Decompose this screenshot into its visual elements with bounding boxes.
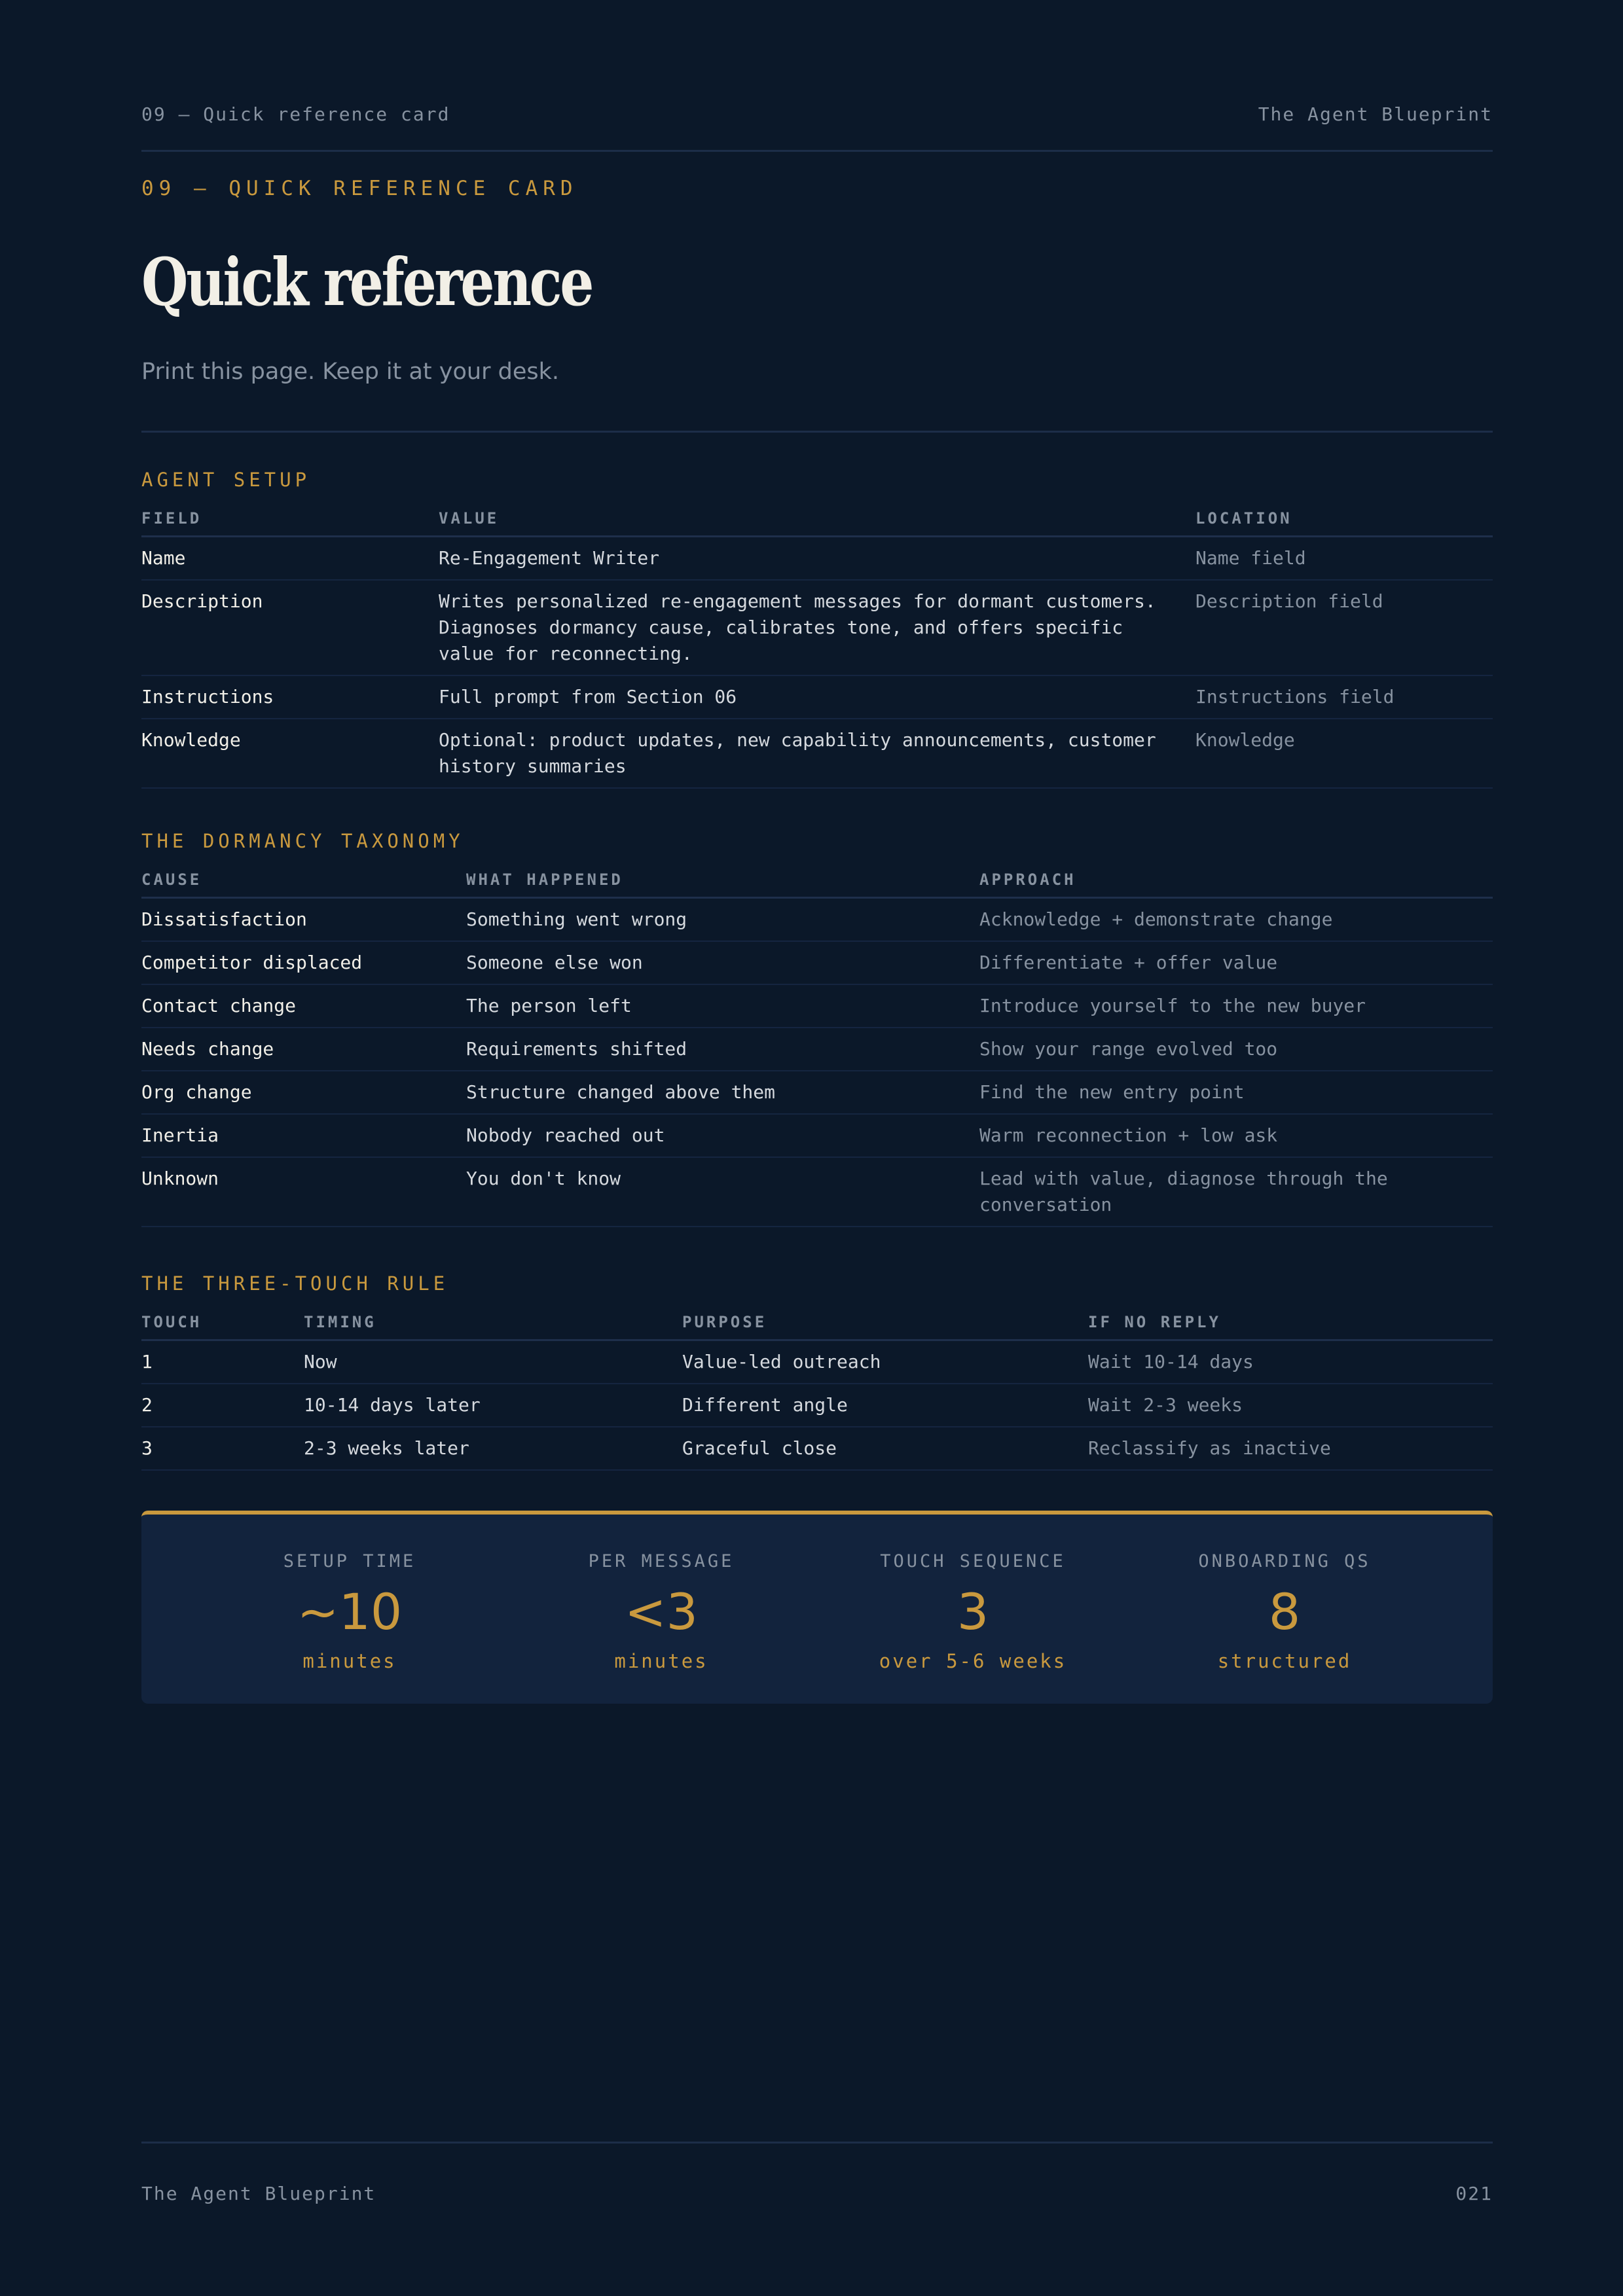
approach-cell: Find the new entry point	[979, 1071, 1493, 1114]
three-touch-table	[141, 1304, 1493, 1471]
what-happened-cell: Something went wrong	[466, 898, 979, 942]
approach-cell: Show your range evolved too	[979, 1028, 1493, 1071]
approach-cell: Differentiate + offer value	[979, 941, 1493, 984]
column-header: FIELD	[141, 500, 439, 537]
table-row	[141, 1114, 1493, 1157]
what-happened-cell: Nobody reached out	[466, 1114, 979, 1157]
stat-unit: over 5-6 weeks	[879, 1650, 1067, 1672]
value-cell: Writes personalized re-engagement messages for dormant customers. Diagnoses dormancy cause, calibrates tone, and offers specific value for reconnecting.	[439, 580, 1195, 675]
column-header: IF NO REPLY	[1088, 1304, 1493, 1340]
column-header: TOUCH	[141, 1304, 304, 1340]
table-row	[141, 898, 1493, 942]
location-cell: Description field	[1195, 580, 1493, 675]
column-header: TIMING	[304, 1304, 682, 1340]
what-happened-cell: Someone else won	[466, 941, 979, 984]
purpose-cell: Different angle	[682, 1384, 1088, 1427]
taxonomy-label: THE DORMANCY TAXONOMY	[141, 830, 464, 852]
touch-cell: 3	[141, 1427, 304, 1470]
what-happened-cell: The person left	[466, 984, 979, 1028]
table-row	[141, 984, 1493, 1028]
page-footer	[141, 2183, 1493, 2204]
stat-onboarding-qs	[1144, 1551, 1425, 1704]
value-cell: Full prompt from Section 06	[439, 675, 1195, 719]
stat-touch-sequence	[832, 1551, 1114, 1704]
timing-cell: 10-14 days later	[304, 1384, 682, 1427]
location-cell: Instructions field	[1195, 675, 1493, 719]
three-touch-label: THE THREE-TOUCH RULE	[141, 1272, 449, 1295]
taxonomy-table	[141, 861, 1493, 1227]
no-reply-cell: Wait 10-14 days	[1088, 1340, 1493, 1384]
stat-value: <3	[624, 1583, 699, 1641]
stat-label: SETUP TIME	[283, 1551, 416, 1571]
agent-setup-table	[141, 500, 1493, 789]
approach-cell: Lead with value, diagnose through the conversation	[979, 1157, 1493, 1227]
table-row	[141, 1340, 1493, 1384]
purpose-cell: Value-led outreach	[682, 1340, 1088, 1384]
column-header: APPROACH	[979, 861, 1493, 898]
field-cell: Description	[141, 580, 439, 675]
column-header: WHAT HAPPENED	[466, 861, 979, 898]
header-divider	[141, 150, 1493, 152]
table-row	[141, 580, 1493, 675]
value-cell: Re-Engagement Writer	[439, 537, 1195, 581]
timing-cell: Now	[304, 1340, 682, 1384]
column-header: LOCATION	[1195, 500, 1493, 537]
table-row	[141, 1028, 1493, 1071]
cause-cell: Dissatisfaction	[141, 898, 466, 942]
stat-label: PER MESSAGE	[588, 1551, 735, 1571]
table-row	[141, 1157, 1493, 1227]
cause-cell: Competitor displaced	[141, 941, 466, 984]
page-number: 021	[1455, 2183, 1493, 2204]
what-happened-cell: Requirements shifted	[466, 1028, 979, 1071]
stat-value: 3	[957, 1583, 989, 1641]
three-touch-section	[141, 1272, 1493, 1471]
stat-label: ONBOARDING QS	[1198, 1551, 1371, 1571]
column-header: PURPOSE	[682, 1304, 1088, 1340]
cause-cell: Needs change	[141, 1028, 466, 1071]
running-head-book: The Agent Blueprint	[1258, 103, 1493, 125]
purpose-cell: Graceful close	[682, 1427, 1088, 1470]
touch-cell: 1	[141, 1340, 304, 1384]
cause-cell: Org change	[141, 1071, 466, 1114]
location-cell: Name field	[1195, 537, 1493, 581]
table-row	[141, 675, 1493, 719]
table-row	[141, 1071, 1493, 1114]
running-head	[141, 103, 1493, 125]
table-row	[141, 1427, 1493, 1470]
running-head-section: 09 — Quick reference card	[141, 103, 450, 125]
column-header: VALUE	[439, 500, 1195, 537]
cause-cell: Contact change	[141, 984, 466, 1028]
agent-setup-label: AGENT SETUP	[141, 469, 311, 491]
table-header-row	[141, 861, 1493, 898]
table-header-row	[141, 1304, 1493, 1340]
value-cell: Optional: product updates, new capability announcements, customer history summaries	[439, 719, 1195, 788]
touch-cell: 2	[141, 1384, 304, 1427]
what-happened-cell: You don't know	[466, 1157, 979, 1227]
table-header-row	[141, 500, 1493, 537]
field-cell: Name	[141, 537, 439, 581]
location-cell: Knowledge	[1195, 719, 1493, 788]
stat-value: ~10	[297, 1583, 403, 1641]
cause-cell: Inertia	[141, 1114, 466, 1157]
table-row	[141, 537, 1493, 581]
no-reply-cell: Wait 2-3 weeks	[1088, 1384, 1493, 1427]
field-cell: Instructions	[141, 675, 439, 719]
field-cell: Knowledge	[141, 719, 439, 788]
stat-unit: minutes	[614, 1650, 708, 1672]
footer-divider	[141, 2142, 1493, 2144]
approach-cell: Introduce yourself to the new buyer	[979, 984, 1493, 1028]
stat-unit: structured	[1217, 1650, 1352, 1672]
stat-label: TOUCH SEQUENCE	[880, 1551, 1066, 1571]
stat-value: 8	[1268, 1583, 1301, 1641]
agent-setup-section	[141, 469, 1493, 789]
stat-setup-time	[209, 1551, 490, 1704]
what-happened-cell: Structure changed above them	[466, 1071, 979, 1114]
column-header: CAUSE	[141, 861, 466, 898]
approach-cell: Acknowledge + demonstrate change	[979, 898, 1493, 942]
section-eyebrow: 09 — QUICK REFERENCE CARD	[141, 177, 578, 200]
page-subtitle: Print this page. Keep it at your desk.	[141, 359, 559, 385]
stat-per-message	[520, 1551, 802, 1704]
table-row	[141, 941, 1493, 984]
cause-cell: Unknown	[141, 1157, 466, 1227]
no-reply-cell: Reclassify as inactive	[1088, 1427, 1493, 1470]
timing-cell: 2-3 weeks later	[304, 1427, 682, 1470]
page-title: Quick reference	[141, 243, 593, 321]
footer-book-title: The Agent Blueprint	[141, 2183, 376, 2204]
stats-panel	[141, 1511, 1493, 1704]
taxonomy-section	[141, 830, 1493, 1227]
approach-cell: Warm reconnection + low ask	[979, 1114, 1493, 1157]
stat-unit: minutes	[302, 1650, 397, 1672]
title-divider	[141, 431, 1493, 433]
table-row	[141, 1384, 1493, 1427]
table-row	[141, 719, 1493, 788]
